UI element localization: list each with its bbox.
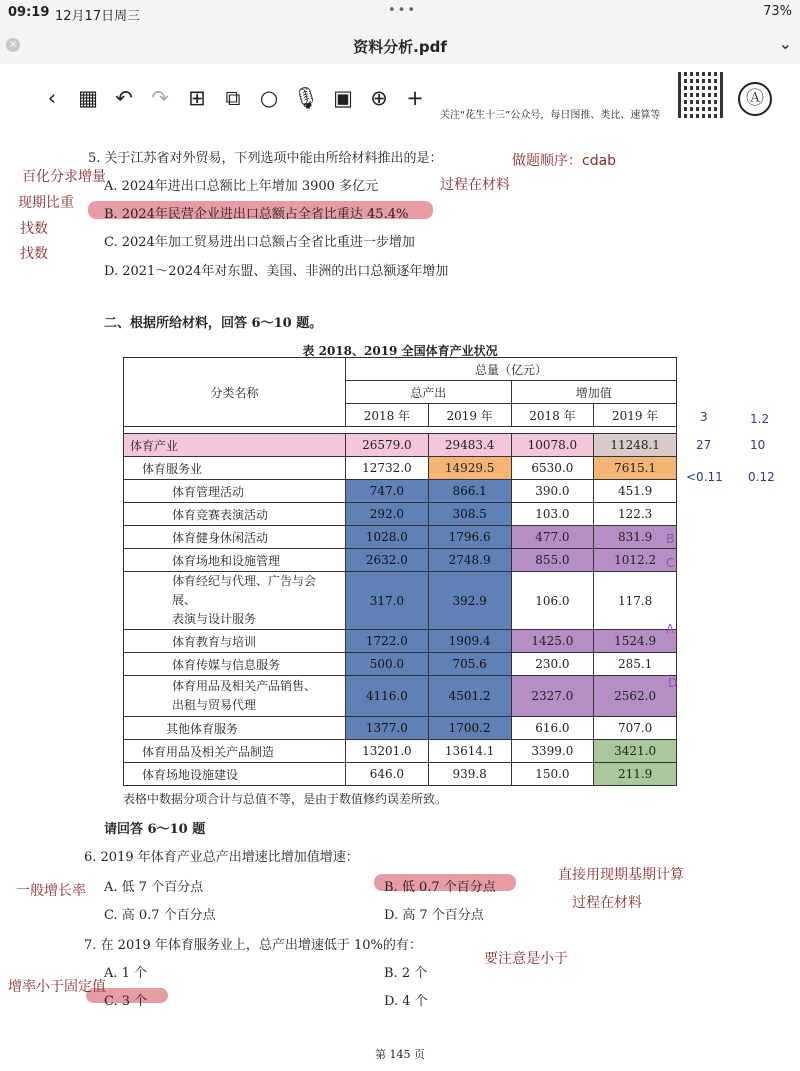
cell-value: 1796.6 [428, 526, 511, 549]
table-row [124, 630, 677, 653]
table-row [124, 480, 677, 503]
cell-value: 390.0 [511, 480, 594, 503]
cell-value: 1700.2 [428, 717, 511, 740]
q5-stem: 5. 关于江苏省对外贸易，下列选项中能由所给材料推出的是： [88, 151, 443, 166]
cell-value: 10078.0 [511, 434, 594, 457]
table-row [124, 653, 677, 676]
q7-option-b: B. 2 个 [384, 966, 428, 981]
section-title: 二、根据所给材料，回答 6～10 题。 [104, 316, 323, 331]
cell-value: 2327.0 [511, 676, 594, 717]
row-name: 体育场地设施建设 [124, 763, 346, 786]
globe-icon[interactable]: ⊕ [370, 86, 388, 110]
page-number: 第 145 页 [375, 1048, 425, 1061]
cell-value: 1377.0 [346, 717, 429, 740]
handwritten-letter: C [666, 556, 675, 570]
redo-icon[interactable]: ↷ [151, 86, 169, 110]
cell-value: 14929.5 [428, 457, 511, 480]
table-row [124, 676, 677, 717]
cell-value: 12732.0 [346, 457, 429, 480]
cell-value: 292.0 [346, 503, 429, 526]
q6-stem: 6. 2019 年体育产业总产出增速比增加值增速： [84, 850, 359, 865]
cell-value: 6530.0 [511, 457, 594, 480]
q7-option-a: A. 1 个 [104, 966, 148, 981]
row-name: 体育服务业 [124, 457, 346, 480]
cell-value: 308.5 [428, 503, 511, 526]
q7-stem: 7. 在 2019 年体育服务业上，总产出增速低于 10%的有： [84, 938, 422, 953]
handwritten-note: 找数 [20, 246, 48, 262]
media-icon[interactable]: ▣ [333, 86, 353, 110]
handwritten-note: 一般增长率 [16, 883, 86, 899]
cell-value: 646.0 [346, 763, 429, 786]
handwritten-math: <0.11 [686, 470, 723, 484]
cell-value: 2562.0 [594, 676, 677, 717]
qr-code-pattern [682, 76, 720, 114]
cell-value: 831.9 [594, 526, 677, 549]
row-name-cell [124, 676, 346, 717]
table-row [124, 717, 677, 740]
row-name-cell [124, 572, 346, 630]
back-icon[interactable]: ‹ [47, 86, 57, 110]
pen-tool-icon[interactable]: Ⓐ [738, 82, 772, 116]
table-row [124, 763, 677, 786]
table-row [124, 526, 677, 549]
cell-value: 707.0 [594, 717, 677, 740]
spacer-row [124, 427, 677, 434]
table-row [124, 434, 677, 457]
cell-value: 150.0 [511, 763, 594, 786]
add-page-icon[interactable]: ⊞ [188, 86, 206, 110]
table-row [124, 503, 677, 526]
cell-value: 4501.2 [428, 676, 511, 717]
cell-value: 2632.0 [346, 549, 429, 572]
cell-value: 106.0 [511, 572, 594, 630]
cell-value: 117.8 [594, 572, 677, 630]
row-name: 其他体育服务 [124, 717, 346, 740]
header-year: 2018 年 [511, 404, 594, 427]
cell-value: 317.0 [346, 572, 429, 630]
handwritten-note: 要注意是小于 [484, 951, 568, 967]
q6-option-d: D. 高 7 个百分点 [384, 908, 484, 923]
cell-value: 211.9 [594, 763, 677, 786]
row-name: 体育场地和设施管理 [124, 549, 346, 572]
status-bar [0, 0, 800, 26]
cell-value: 451.9 [594, 480, 677, 503]
document-title: 资料分析.pdf [353, 38, 447, 56]
header-year: 2019 年 [428, 404, 511, 427]
table-caption: 表 2018、2019 全国体育产业状况 [302, 344, 498, 358]
cell-value: 855.0 [511, 549, 594, 572]
grid-icon[interactable]: ▦ [78, 86, 98, 110]
cell-value: 705.6 [428, 653, 511, 676]
search-icon[interactable]: ○ [259, 86, 279, 110]
cell-value: 616.0 [511, 717, 594, 740]
handwritten-note: 做题顺序：cdab [512, 153, 617, 169]
q6-option-c: C. 高 0.7 个百分点 [104, 908, 216, 923]
cell-value: 13614.1 [428, 740, 511, 763]
table-note: 表格中数据分项合计与总值不等，是由于数值修约误差所致。 [123, 792, 448, 806]
row-name: 体育产业 [124, 434, 346, 457]
header-year: 2019 年 [594, 404, 677, 427]
cell-value: 122.3 [594, 503, 677, 526]
cell-value: 477.0 [511, 526, 594, 549]
cell-value: 4116.0 [346, 676, 429, 717]
row-name: 体育教育与培训 [124, 630, 346, 653]
header-year: 2018 年 [346, 404, 429, 427]
cell-value: 285.1 [594, 653, 677, 676]
q5-option-b: B. 2024年民营企业进出口总额占全省比重达 45.4% [104, 207, 409, 222]
cell-value: 392.9 [428, 572, 511, 630]
status-time: 09:19 [8, 5, 50, 20]
cell-value: 7615.1 [594, 457, 677, 480]
header-category: 分类名称 [124, 358, 346, 427]
table-row [124, 549, 677, 572]
row-name: 体育管理活动 [124, 480, 346, 503]
handwritten-note: 增率小于固定值 [8, 979, 106, 995]
handwritten-note: 过程在材料 [440, 177, 510, 193]
handwritten-note: 现期比重 [18, 195, 74, 211]
answer-prompt: 请回答 6～10 题 [104, 822, 206, 837]
row-name: 体育传媒与信息服务 [124, 653, 346, 676]
multitask-dots[interactable]: ••• [388, 3, 418, 18]
cell-value: 1028.0 [346, 526, 429, 549]
cell-value: 230.0 [511, 653, 594, 676]
table-row [124, 457, 677, 480]
handwritten-note: 过程在材料 [572, 895, 642, 911]
row-name: 体育竞赛表演活动 [124, 503, 346, 526]
q5-option-a: A. 2024年进出口总额比上年增加 3900 多亿元 [104, 179, 379, 194]
cell-value: 11248.1 [594, 434, 677, 457]
layers-icon[interactable]: ⧉ [225, 86, 241, 110]
row-name: 体育用品及相关产品制造 [124, 740, 346, 763]
cell-value: 747.0 [346, 480, 429, 503]
q7-option-d: D. 4 个 [384, 994, 428, 1009]
toolbar [0, 64, 800, 130]
cell-value: 3399.0 [511, 740, 594, 763]
q5-option-c: C. 2024年加工贸易进出口总额占全省比重进一步增加 [104, 235, 415, 250]
microphone-icon[interactable]: 🎙 [292, 86, 320, 110]
handwritten-math: 0.12 [748, 470, 775, 484]
table-row [124, 740, 677, 763]
data-table [123, 357, 677, 786]
cell-value: 500.0 [346, 653, 429, 676]
handwritten-math: 1.2 [750, 412, 770, 426]
cell-value: 26579.0 [346, 434, 429, 457]
row-name-continued: 表演与设计服务 [172, 612, 257, 626]
row-name: 体育健身休闲活动 [124, 526, 346, 549]
cell-value: 103.0 [511, 503, 594, 526]
cell-value: 1909.4 [428, 630, 511, 653]
handwritten-letter: D [668, 676, 678, 690]
handwritten-letter: A [666, 622, 675, 636]
handwritten-math: 27 [696, 438, 712, 452]
cell-value: 866.1 [428, 480, 511, 503]
promo-note: 关注“花生十三”公众号，每日图推、类比、速算等 [440, 110, 661, 121]
close-icon[interactable]: × [6, 38, 20, 52]
undo-icon[interactable]: ↶ [115, 86, 133, 110]
row-name-continued: 出租与贸易代理 [172, 698, 257, 712]
header-output: 总产出 [346, 381, 512, 404]
q6-option-a: A. 低 7 个百分点 [104, 880, 204, 895]
cell-value: 29483.4 [428, 434, 511, 457]
handwritten-note: 直接用现期基期计算 [558, 867, 684, 883]
cell-value: 1524.9 [594, 630, 677, 653]
row-name: 体育用品及相关产品销售、 [172, 679, 317, 693]
table-row [124, 572, 677, 630]
handwritten-letter: B [666, 532, 675, 546]
status-date: 12月17日周三 [55, 9, 141, 24]
cell-value: 1425.0 [511, 630, 594, 653]
row-name: 体育经纪与代理、广告与会展、 [172, 574, 317, 607]
q7-option-c: C. 3 个 [104, 994, 148, 1009]
cell-value: 3421.0 [594, 740, 677, 763]
handwritten-math: 10 [750, 438, 766, 452]
handwritten-math: 3 [700, 410, 708, 424]
q5-option-d: D. 2021～2024年对东盟、美国、非洲的出口总额逐年增加 [104, 264, 449, 279]
chevron-down-icon[interactable]: ⌄ [778, 34, 792, 53]
handwritten-note: 找数 [20, 221, 48, 237]
cell-value: 1012.2 [594, 549, 677, 572]
title-bar [0, 26, 800, 64]
header-total: 总量（亿元） [346, 358, 677, 381]
cell-value: 939.8 [428, 763, 511, 786]
q6-option-b: B. 低 0.7 个百分点 [384, 880, 496, 895]
header-added: 增加值 [511, 381, 677, 404]
plus-icon[interactable]: + [406, 86, 424, 110]
handwritten-note: 百化分求增量 [22, 169, 106, 185]
cell-value: 13201.0 [346, 740, 429, 763]
cell-value: 2748.9 [428, 549, 511, 572]
battery-level: 73% [763, 4, 792, 19]
cell-value: 1722.0 [346, 630, 429, 653]
